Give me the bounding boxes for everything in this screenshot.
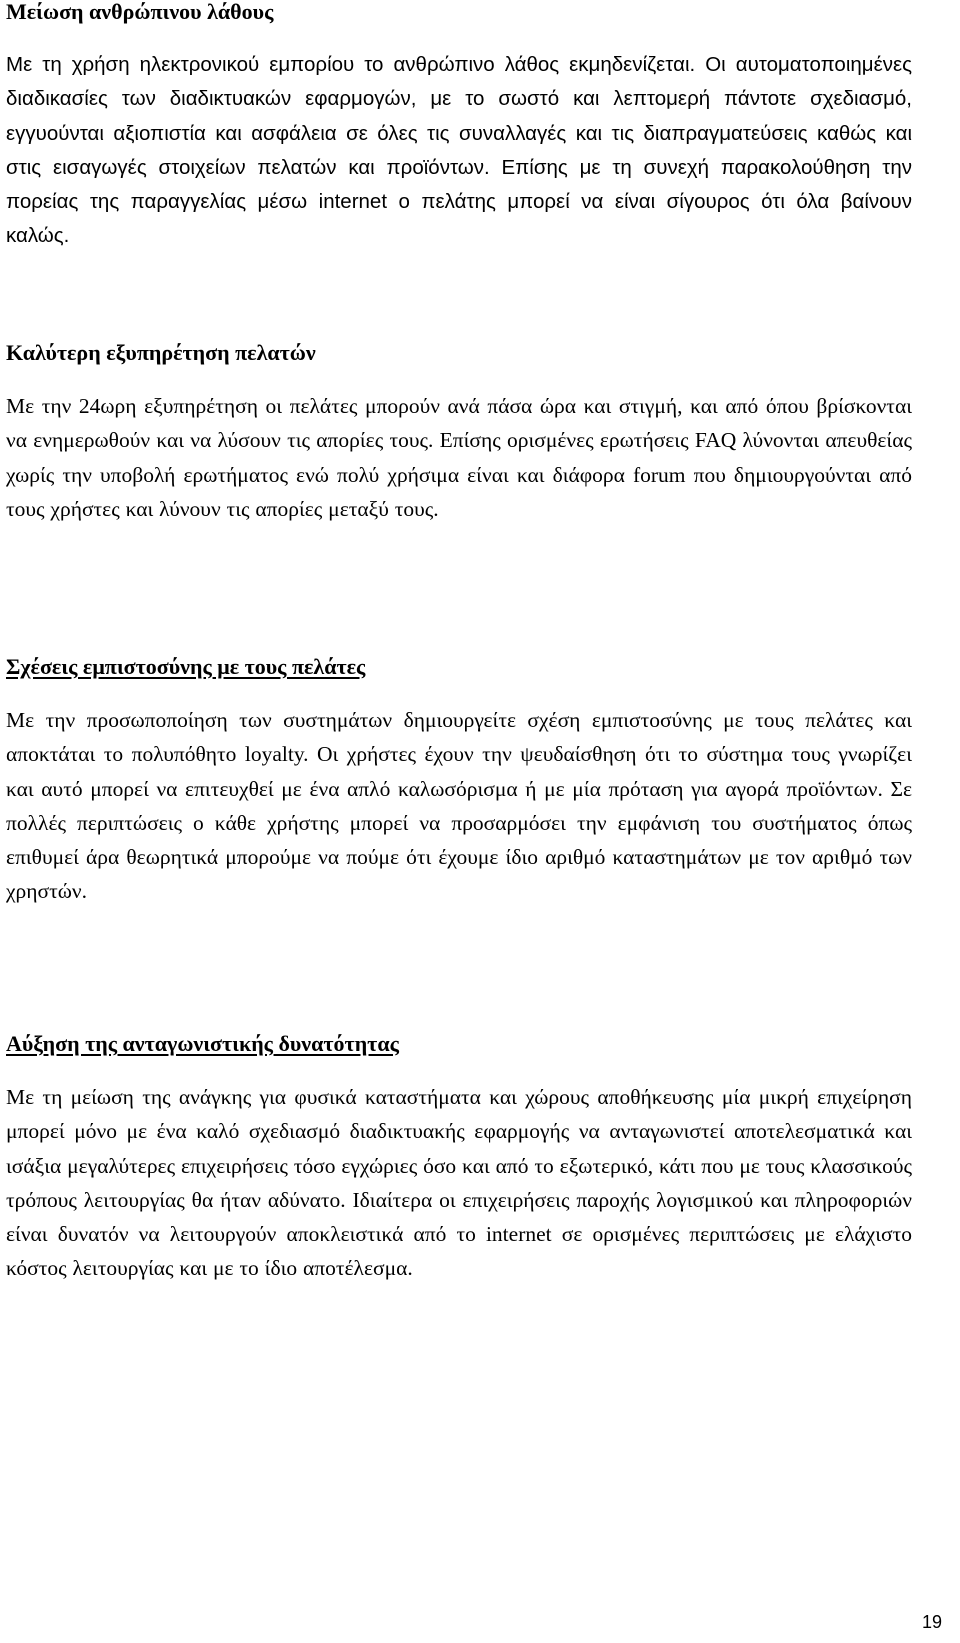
section-heading: Σχέσεις εμπιστοσύνης με τους πελάτες bbox=[6, 654, 366, 679]
section-customer-service bbox=[6, 341, 912, 526]
section-heading: Αύξηση της ανταγωνιστικής δυνατότητας bbox=[6, 1031, 399, 1056]
section-human-error bbox=[6, 0, 912, 254]
section-paragraph: Με την 24ωρη εξυπηρέτηση οι πελάτες μπορούν ανά πάσα ώρα και στιγμή, και από όπου βρίσκονται να ενημερωθούν και να λύσουν τις απορίες τους. Επίσης ορισμένες ερωτήσεις FAQ λύνονται απευθείας χωρίς την υποβολή ερωτήματος ενώ πολύ χρήσιμα είναι και διάφορα forum που δημιουργούνται από τους χρήστες και λύνουν τις απορίες μεταξύ τους. bbox=[6, 394, 912, 521]
section-competitiveness bbox=[6, 1032, 912, 1286]
section-paragraph: Με τη μείωση της ανάγκης για φυσικά καταστήματα και χώρους αποθήκευσης μία μικρή επιχείρηση μπορεί μόνο με ένα καλό σχεδιασμό διαδικτυακής εφαρμογής να ανταγωνιστεί αποτελεσματικά και ισάξια μεγαλύτερες επιχειρήσεις τόσο εγχώριες όσο και από το εξωτερικό, κάτι που με τους κλασσικούς τρόπους λειτουργίας θα ήταν αδύνατο. Ιδιαίτερα οι επιχειρήσεις παροχής λογισμικού και πληροφοριών είναι δυνατόν να λειτουργούν αποκλειστικά από το internet σε ορισμένες περιπτώσεις με ελάχιστο κόστος λειτουργίας και με το ίδιο αποτέλεσμα. bbox=[6, 1085, 912, 1281]
page-number: 19 bbox=[921, 1612, 942, 1632]
section-heading: Μείωση ανθρώπινου λάθους bbox=[6, 0, 274, 24]
section-customer-trust bbox=[6, 655, 912, 909]
section-paragraph: Με την προσωποποίηση των συστημάτων δημιουργείτε σχέση εμπιστοσύνης με τους πελάτες και αποκτάται το πολυπόθητο loyalty. Οι χρήστες έχουν την ψευδαίσθηση ότι το σύστημα τους γνωρίζει και αυτό μπορεί να επιτευχθεί με ένα απλό καλωσόρισμα ή με μία πρόταση για αγορά προϊόντων. Σε πολλές περιπτώσεις ο κάθε χρήστης μπορεί να προσαρμόσει την εμφάνιση του συστήματος όπως επιθυμεί άρα θεωρητικά μπορούμε να πούμε ότι έχουμε ίδιο αριθμό καταστημάτων με τον αριθμό των χρηστών. bbox=[6, 708, 912, 904]
section-paragraph: Με τη χρήση ηλεκτρονικού εμπορίου το ανθρώπινο λάθος εκμηδενίζεται. Οι αυτοματοποιημένες διαδικασίες των διαδικτυακών εφαρμογών, με το σωστό και λεπτομερή πάντοτε σχεδιασμό, εγγυούνται αξιοπιστία και ασφάλεια σε όλες τις συναλλαγές και τις διαπραγματεύσεις καθώς και στις εισαγωγές στοιχείων πελατών και προϊόντων. Επίσης με τη συνεχή παρακολούθηση την πορείας της παραγγελίας μέσω internet ο πελάτης μπορεί να είναι σίγουρος ότι όλα βαίνουν καλώς. bbox=[6, 53, 912, 248]
section-heading: Καλύτερη εξυπηρέτηση πελατών bbox=[6, 340, 316, 365]
